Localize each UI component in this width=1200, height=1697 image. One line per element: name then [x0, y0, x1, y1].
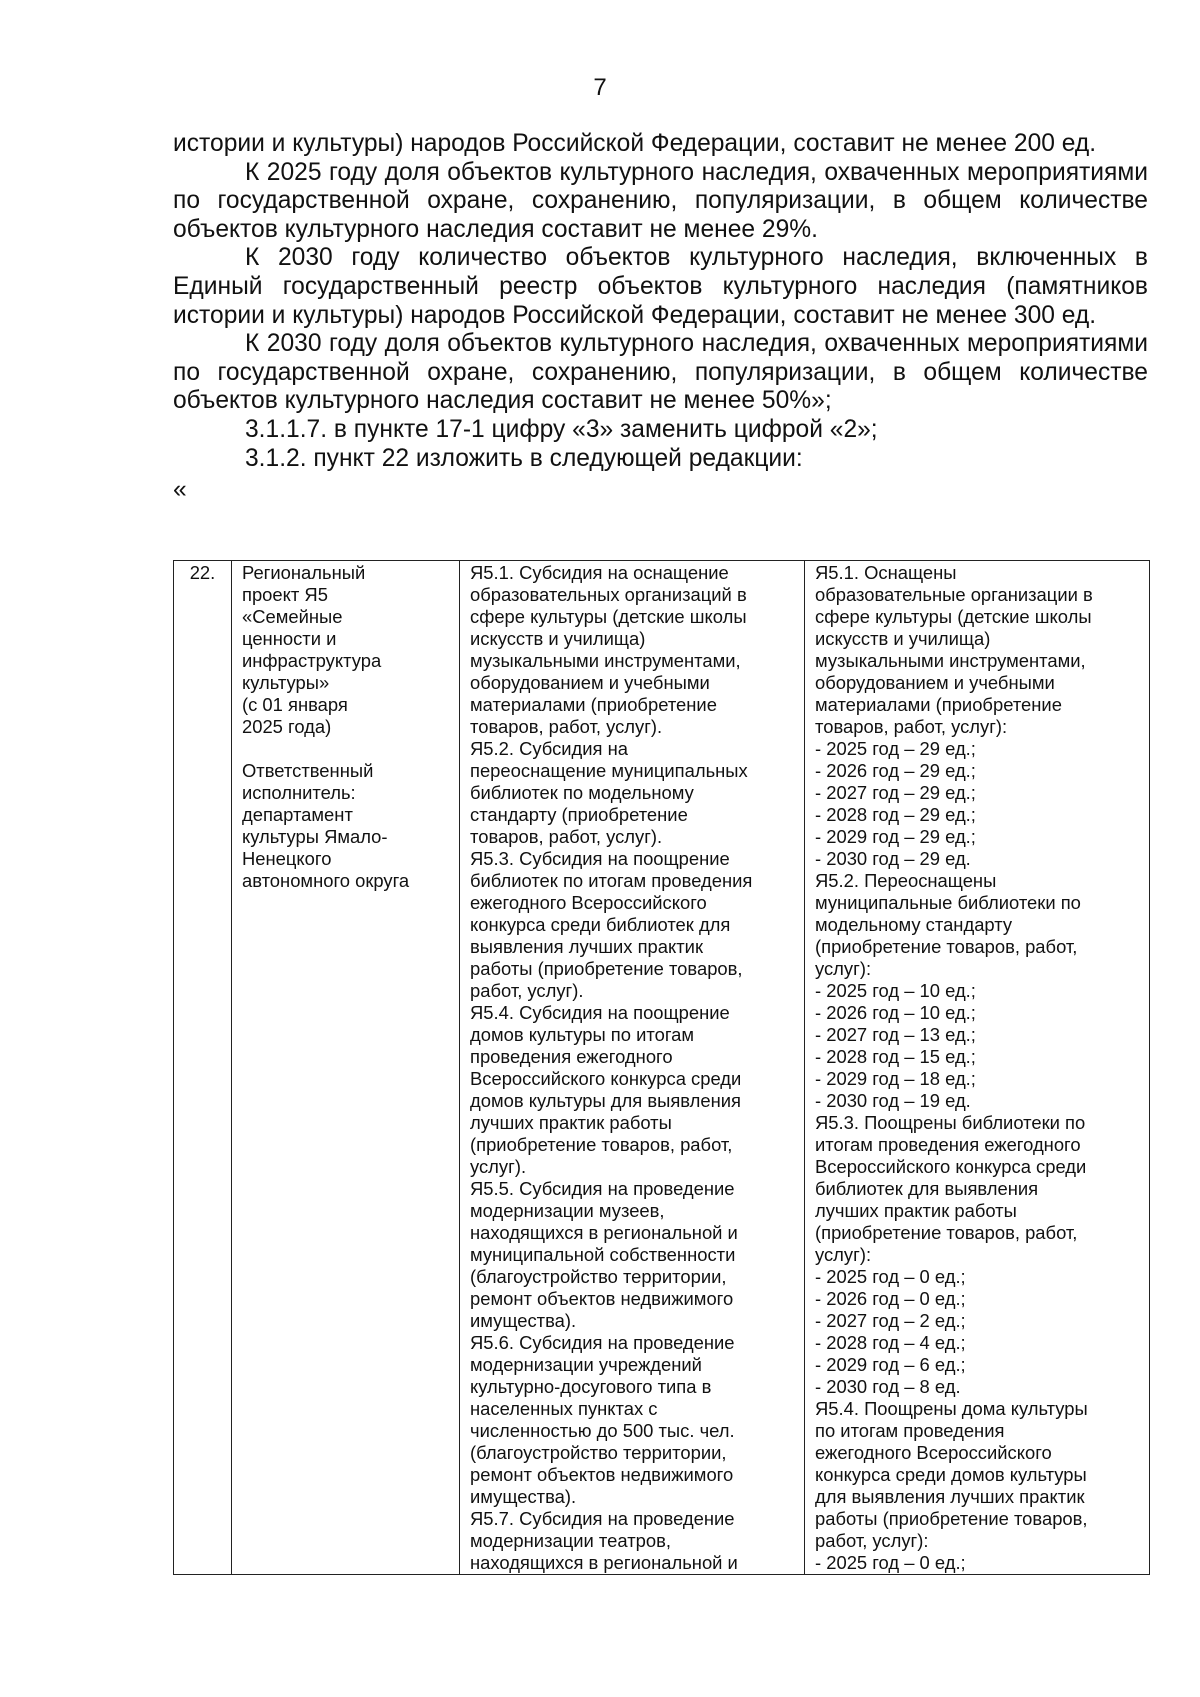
cell-line: модельному стандарту: [815, 914, 1013, 935]
cell-line: товаров, работ, услуг).: [470, 826, 663, 847]
cell-line: Я5.4. Субсидия на поощрение: [470, 1002, 730, 1023]
cell-line: ремонт объектов недвижимого: [470, 1464, 734, 1485]
amendment-item: 3.1.2. пункт 22 изложить в следующей редакции:: [245, 444, 803, 472]
cell-line: Я5.6. Субсидия на проведение: [470, 1332, 735, 1353]
row-number-cell: [174, 561, 232, 1575]
cell-line: услуг).: [470, 1156, 527, 1177]
cell-line: (благоустройство территории,: [470, 1442, 727, 1463]
table-row: [174, 561, 1150, 1575]
cell-line: «Семейные: [242, 606, 343, 627]
cell-line: - 2030 год – 19 ед.: [815, 1090, 971, 1111]
cell-line: - 2026 год – 29 ед.;: [815, 760, 976, 781]
cell-line: выявления лучших практик: [470, 936, 703, 957]
cell-line: ежегодного Всероссийского: [815, 1442, 1052, 1463]
cell-line: модернизации учреждений: [470, 1354, 702, 1375]
cell-line: ремонт объектов недвижимого: [470, 1288, 734, 1309]
results-cell: [805, 561, 1150, 1575]
paragraph: К 2025 году доля объектов культурного наследия, охваченных мероприятиями по государственной охране, сохранению, популяризации, в общем количестве объектов культурного наследия составит не менее 29%.: [173, 158, 1148, 243]
cell-line: образовательные организации в: [815, 584, 1093, 605]
cell-line: модернизации театров,: [470, 1530, 671, 1551]
cell-line: инфраструктура: [242, 650, 382, 671]
cell-line: имущества).: [470, 1486, 577, 1507]
cell-line: - 2025 год – 0 ед.;: [815, 1266, 966, 1287]
cell-line: работы (приобретение товаров,: [470, 958, 743, 979]
cell-line: сфере культуры (детские школы: [815, 606, 1092, 627]
cell-line: модернизации музеев,: [470, 1200, 665, 1221]
cell-line: материалами (приобретение: [815, 694, 1062, 715]
cell-line: - 2025 год – 29 ед.;: [815, 738, 976, 759]
cell-line: библиотек по итогам проведения: [470, 870, 753, 891]
cell-line: музыкальными инструментами,: [470, 650, 741, 671]
cell-line: - 2027 год – 13 ед.;: [815, 1024, 976, 1045]
cell-line: по итогам проведения: [815, 1420, 1005, 1441]
cell-line: лучших практик работы: [470, 1112, 672, 1133]
cell-line: Ненецкого: [242, 848, 332, 869]
cell-line: - 2026 год – 10 ед.;: [815, 1002, 976, 1023]
cell-line: имущества).: [470, 1310, 577, 1331]
cell-line: музыкальными инструментами,: [815, 650, 1086, 671]
cell-line: ценности и: [242, 628, 337, 649]
cell-line: лучших практик работы: [815, 1200, 1017, 1221]
cell-line: проведения ежегодного: [470, 1046, 673, 1067]
cell-line: - 2030 год – 29 ед.: [815, 848, 971, 869]
cell-line: муниципальные библиотеки по: [815, 892, 1081, 913]
cell-line: (благоустройство территории,: [470, 1266, 727, 1287]
cell-line: работ, услуг).: [470, 980, 584, 1001]
cell-line: итогам проведения ежегодного: [815, 1134, 1081, 1155]
cell-line: библиотек по модельному: [470, 782, 694, 803]
cell-line: домов культуры по итогам: [470, 1024, 694, 1045]
cell-line: - 2027 год – 2 ед.;: [815, 1310, 966, 1331]
cell-line: библиотек для выявления: [815, 1178, 1039, 1199]
cell-line: исполнитель:: [242, 782, 356, 803]
cell-line: сфере культуры (детские школы: [470, 606, 747, 627]
cell-line: [242, 738, 453, 760]
cell-line: Я5.7. Субсидия на проведение: [470, 1508, 735, 1529]
cell-line: товаров, работ, услуг):: [815, 716, 1008, 737]
cell-line: работ, услуг):: [815, 1530, 929, 1551]
cell-line: материалами (приобретение: [470, 694, 717, 715]
cell-line: переоснащение муниципальных: [470, 760, 748, 781]
cell-line: - 2029 год – 18 ед.;: [815, 1068, 976, 1089]
cell-line: стандарту (приобретение: [470, 804, 688, 825]
page-number: 7: [593, 74, 607, 101]
amendment-item: 3.1.1.7. в пункте 17-1 цифру «3» заменить цифрой «2»;: [245, 415, 878, 443]
cell-line: Я5.3. Субсидия на поощрение: [470, 848, 730, 869]
cell-line: культуры Ямало-: [242, 826, 388, 847]
cell-line: Я5.1. Субсидия на оснащение: [470, 562, 729, 583]
cell-line: муниципальной собственности: [470, 1244, 736, 1265]
cell-line: ежегодного Всероссийского: [470, 892, 707, 913]
cell-line: Всероссийского конкурса среди: [815, 1156, 1087, 1177]
cell-line: оборудованием и учебными: [470, 672, 710, 693]
cell-line: Ответственный: [242, 760, 374, 781]
cell-line: - 2025 год – 10 ед.;: [815, 980, 976, 1001]
cell-line: Я5.2. Переоснащены: [815, 870, 997, 891]
cell-line: услуг):: [815, 1244, 872, 1265]
cell-line: автономного округа: [242, 870, 410, 891]
cell-line: находящихся в региональной и: [470, 1552, 738, 1573]
cell-line: оборудованием и учебными: [815, 672, 1055, 693]
cell-line: 2025 года): [242, 716, 332, 737]
cell-line: (приобретение товаров, работ,: [815, 1222, 1078, 1243]
cell-line: - 2028 год – 29 ед.;: [815, 804, 976, 825]
row-number: 22.: [189, 562, 216, 583]
cell-line: Я5.5. Субсидия на проведение: [470, 1178, 735, 1199]
cell-line: - 2025 год – 0 ед.;: [815, 1552, 966, 1573]
cell-line: - 2029 год – 6 ед.;: [815, 1354, 966, 1375]
cell-line: - 2030 год – 8 ед.: [815, 1376, 961, 1397]
cell-line: Всероссийского конкурса среди: [470, 1068, 742, 1089]
cell-line: Я5.1. Оснащены: [815, 562, 957, 583]
cell-line: - 2026 год – 0 ед.;: [815, 1288, 966, 1309]
cell-line: - 2027 год – 29 ед.;: [815, 782, 976, 803]
paragraph: К 2030 году количество объектов культурного наследия, включенных в Единый государственный реестр объектов культурного наследия (памятников истории и культуры) народов Российской Федерации, составит не менее 300 ед.: [173, 244, 1148, 329]
cell-line: для выявления лучших практик: [815, 1486, 1085, 1507]
body-text: [173, 130, 1148, 504]
project-table: [173, 560, 1150, 1575]
cell-line: Региональный: [242, 562, 366, 583]
subsidies-cell: [460, 561, 805, 1575]
cell-line: - 2029 год – 29 ед.;: [815, 826, 976, 847]
cell-line: (приобретение товаров, работ,: [815, 936, 1078, 957]
cell-line: услуг):: [815, 958, 872, 979]
cell-line: населенных пунктах с: [470, 1398, 658, 1419]
cell-line: конкурса среди домов культуры: [815, 1464, 1087, 1485]
cell-line: (с 01 января: [242, 694, 348, 715]
cell-line: искусств и училища): [470, 628, 646, 649]
cell-line: Я5.3. Поощрены библиотеки по: [815, 1112, 1086, 1133]
opening-quote: «: [173, 476, 187, 504]
cell-line: работы (приобретение товаров,: [815, 1508, 1088, 1529]
cell-line: - 2028 год – 15 ед.;: [815, 1046, 976, 1067]
cell-line: культуры»: [242, 672, 330, 693]
cell-line: - 2028 год – 4 ед.;: [815, 1332, 966, 1353]
cell-line: находящихся в региональной и: [470, 1222, 738, 1243]
paragraph: К 2030 году доля объектов культурного наследия, охваченных мероприятиями по государственной охране, сохранению, популяризации, в общем количестве объектов культурного наследия составит не менее 50%»;: [173, 330, 1148, 415]
project-name-cell: [232, 561, 460, 1575]
cell-line: Я5.2. Субсидия на: [470, 738, 628, 759]
cell-line: проект Я5: [242, 584, 328, 605]
cell-line: культурно-досугового типа в: [470, 1376, 712, 1397]
cell-line: численностью до 500 тыс. чел.: [470, 1420, 735, 1441]
cell-line: домов культуры для выявления: [470, 1090, 741, 1111]
cell-line: (приобретение товаров, работ,: [470, 1134, 733, 1155]
cell-line: конкурса среди библиотек для: [470, 914, 731, 935]
paragraph: истории и культуры) народов Российской Федерации, составит не менее 200 ед.: [173, 130, 1097, 157]
cell-line: товаров, работ, услуг).: [470, 716, 663, 737]
cell-line: искусств и училища): [815, 628, 991, 649]
cell-line: департамент: [242, 804, 353, 825]
cell-line: образовательных организаций в: [470, 584, 747, 605]
cell-line: Я5.4. Поощрены дома культуры: [815, 1398, 1088, 1419]
